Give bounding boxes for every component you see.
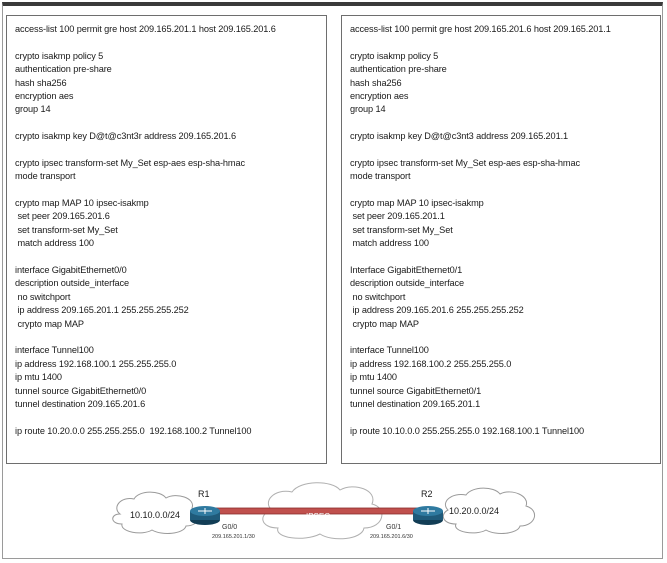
r2-config-line: tunnel source GigabitEthernet0/1	[350, 385, 482, 396]
block-spacer	[15, 36, 318, 49]
block-spacer	[15, 144, 318, 157]
r2-config-line: set peer 209.165.201.1	[350, 211, 445, 222]
r2-config-line: hash sha256	[350, 77, 402, 88]
r2-config-line: crypto map MAP 10 ipsec-isakmp	[350, 198, 484, 209]
r1-config-line: mode transport	[15, 171, 76, 182]
r2-config-line: ip address 192.168.100.2 255.255.255.0	[350, 358, 512, 369]
r2-config-line: interface Tunnel100	[350, 345, 429, 356]
r2-config-line: encryption aes	[350, 90, 409, 101]
r2-config-line: crypto map MAP	[350, 318, 419, 329]
block-spacer	[350, 117, 652, 130]
r2-config-line: description outside_interface	[350, 278, 465, 289]
r1-config-line: encryption aes	[15, 90, 74, 101]
r1-config-line: no switchport	[15, 291, 71, 302]
r2-config-line: Interface GigabitEthernet0/1	[350, 265, 463, 276]
r1-config-line: match address 100	[15, 238, 94, 249]
block-spacer	[15, 184, 318, 197]
r1-config-line: ip address 209.165.201.1 255.255.255.252	[15, 305, 189, 316]
r1-config-line: crypto isakmp policy 5	[15, 50, 104, 61]
r1-config-line: crypto map MAP 10 ipsec-isakmp	[15, 198, 149, 209]
router-r1-icon	[190, 506, 220, 525]
r2-config-line: ip address 209.165.201.6 255.255.255.252	[350, 305, 524, 316]
r1-config-line: access-list 100 permit gre host 209.165.201.1 host 209.165.201.6	[15, 24, 276, 34]
r1-interface-label: G0/0	[222, 524, 238, 531]
router-r2-label: R2	[421, 489, 433, 499]
ipsec-link-label: IPSEC	[305, 512, 331, 521]
r1-config-line: interface Tunnel100	[15, 345, 94, 356]
block-spacer	[350, 36, 652, 49]
r2-config-line: ip route 10.10.0.0 255.255.255.0 192.168.100.1 Tunnel100	[350, 425, 584, 436]
r2-interface-label: G0/1	[386, 524, 402, 531]
r1-config-line: crypto ipsec transform-set My_Set esp-aes esp-sha-hmac	[15, 157, 245, 168]
r1-config-line: description outside_interface	[15, 278, 130, 289]
r1-config-line: ip address 192.168.100.1 255.255.255.0	[15, 358, 177, 369]
r2-config-line: mode transport	[350, 171, 411, 182]
r1-config-line: hash sha256	[15, 77, 67, 88]
r1-config-line: crypto map MAP	[15, 318, 84, 329]
r1-config-line: group 14	[15, 104, 51, 115]
r1-config-line: ip route 10.20.0.0 255.255.255.0 192.168.100.2 Tunnel100	[15, 425, 252, 436]
r1-config-line: ip mtu 1400	[15, 372, 62, 383]
r1-ip-label: 209.165.201.1/30	[212, 534, 255, 540]
r2-config-line: match address 100	[350, 238, 429, 249]
block-spacer	[350, 144, 652, 157]
r1-config-panel	[6, 15, 327, 464]
r2-config-line: tunnel destination 209.165.201.1	[350, 398, 481, 409]
r2-config-line: crypto isakmp key D@t@c3nt3 address 209.165.201.1	[350, 131, 569, 142]
r1-config-line: interface GigabitEthernet0/0	[15, 265, 127, 276]
r1-config-line: authentication pre-share	[15, 64, 112, 75]
right-network-label: 10.20.0.0/24	[449, 506, 500, 516]
block-spacer	[350, 184, 652, 197]
router-r2-icon	[413, 506, 443, 525]
block-spacer	[350, 411, 652, 424]
network-topology	[0, 470, 667, 563]
r1-config-line: set peer 209.165.201.6	[15, 211, 110, 222]
r2-config-line: set transform-set My_Set	[350, 224, 453, 235]
block-spacer	[350, 251, 652, 264]
block-spacer	[15, 331, 318, 344]
r2-config-line: crypto isakmp policy 5	[350, 50, 439, 61]
r1-config-line: crypto isakmp key D@t@c3nt3r address 209.165.201.6	[15, 131, 236, 142]
r2-config-panel	[341, 15, 661, 464]
r2-config-line: crypto ipsec transform-set My_Set esp-aes esp-sha-hmac	[350, 157, 580, 168]
r1-config-line: tunnel source GigabitEthernet0/0	[15, 385, 147, 396]
r2-config-line: ip mtu 1400	[350, 372, 397, 383]
r2-config-line: authentication pre-share	[350, 64, 447, 75]
router-r1-label: R1	[198, 489, 210, 499]
r1-config-line: tunnel destination 209.165.201.6	[15, 398, 146, 409]
block-spacer	[15, 411, 318, 424]
block-spacer	[15, 117, 318, 130]
r1-config-line: set transform-set My_Set	[15, 224, 118, 235]
r2-ip-label: 209.165.201.6/30	[370, 534, 413, 540]
r2-config-line: access-list 100 permit gre host 209.165.201.6 host 209.165.201.1	[350, 24, 611, 34]
block-spacer	[15, 251, 318, 264]
r2-config-line: no switchport	[350, 291, 406, 302]
r2-config-line: group 14	[350, 104, 386, 115]
left-network-label: 10.10.0.0/24	[130, 510, 181, 520]
block-spacer	[350, 331, 652, 344]
